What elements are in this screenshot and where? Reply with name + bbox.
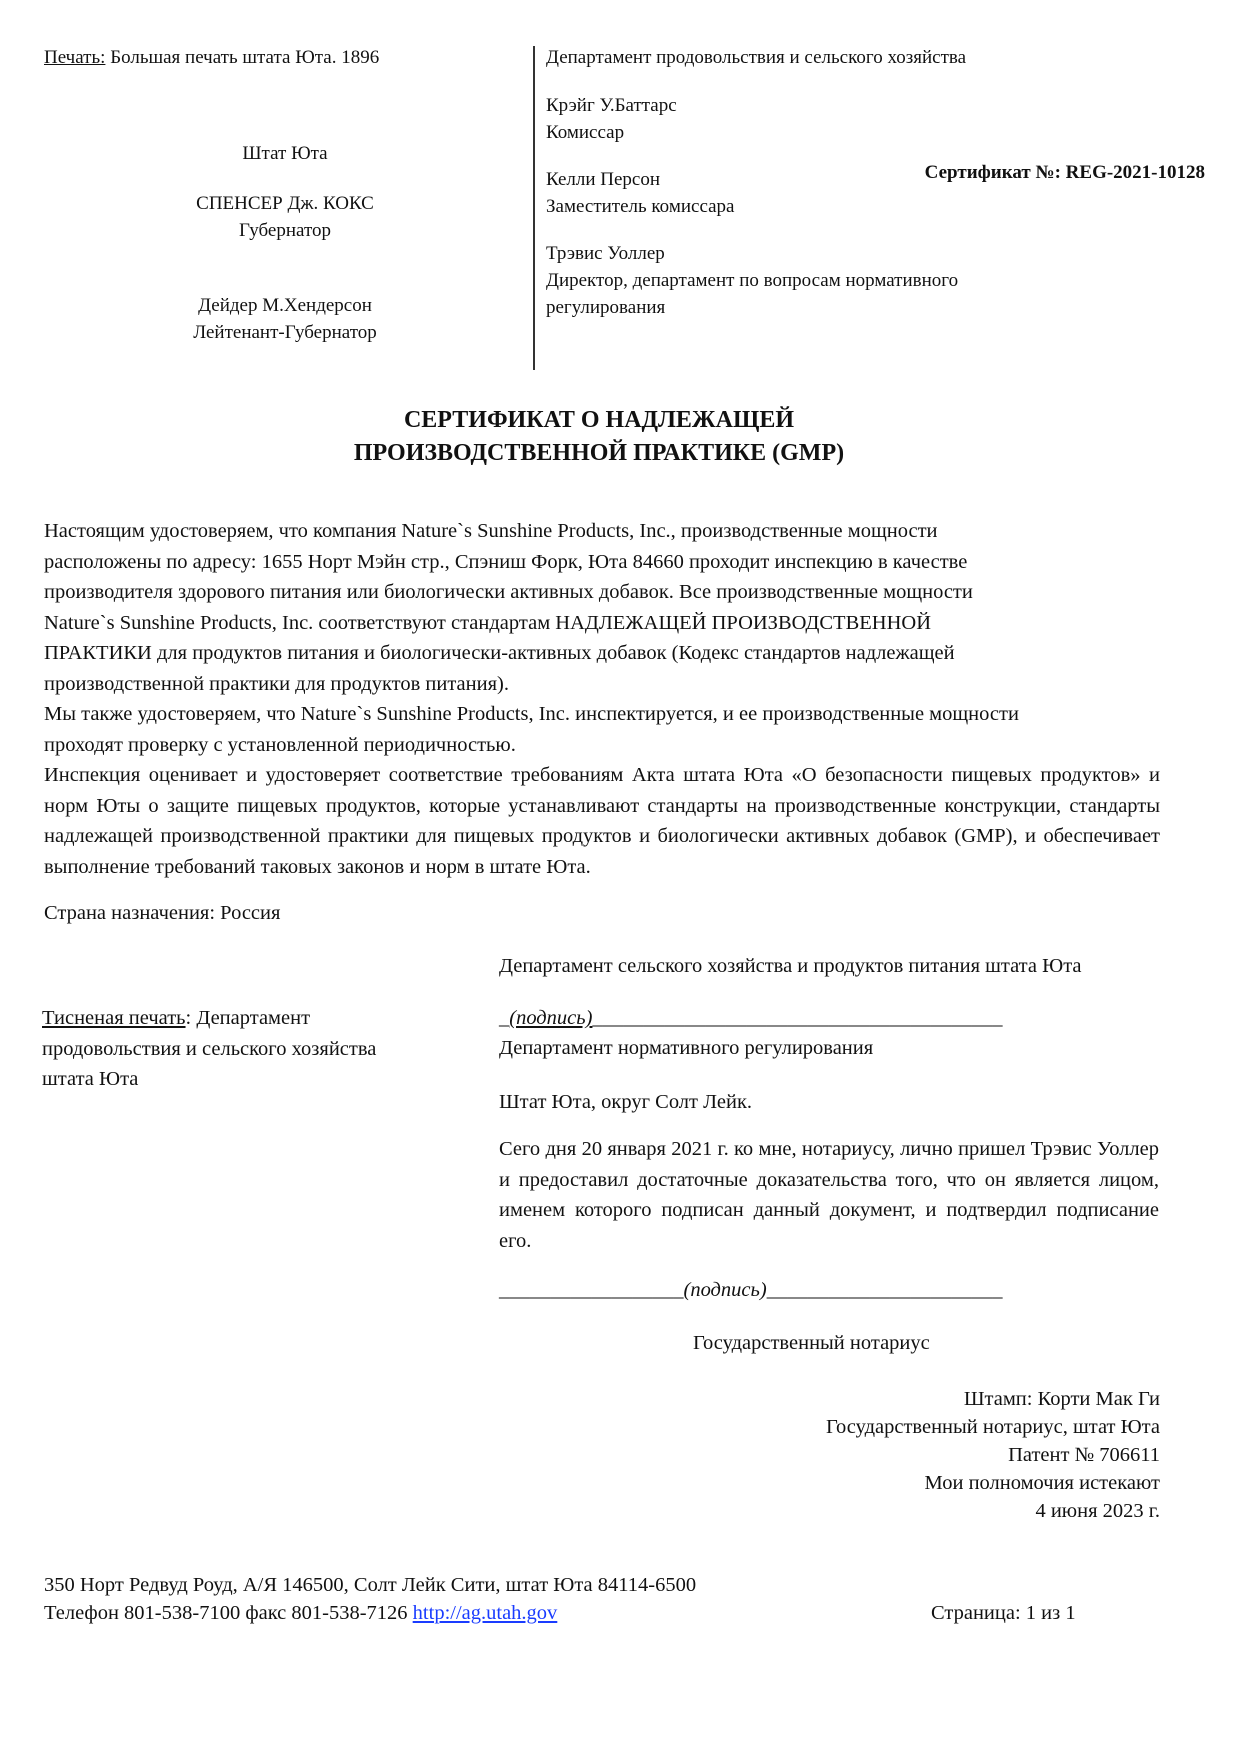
footer-phone: Телефон 801-538-7100 факс 801-538-7126 xyxy=(44,1602,413,1624)
embossed-seal-note xyxy=(42,1003,442,1095)
commissioner-name: Крэйг У.Баттарс xyxy=(546,95,677,116)
notary-signature-line xyxy=(499,1275,1119,1306)
deputy-block xyxy=(546,166,886,220)
seal-text: Большая печать штата Юта. 1896 xyxy=(105,47,380,68)
director-title-1: Директор, департамент по вопросам нормативного xyxy=(546,270,959,291)
signature-prefix: _ xyxy=(499,1007,510,1029)
page-number: Страница: 1 из 1 xyxy=(931,1602,1076,1624)
embossed-seal-line-3: штата Юта xyxy=(42,1068,139,1090)
footer-contacts xyxy=(44,1599,944,1627)
stamp-line-4: Мои полномочия истекают xyxy=(924,1472,1160,1494)
body-paragraph-1 xyxy=(44,516,1159,699)
p1-line: расположены по адресу: 1655 Норт Мэйн стр., Спэниш Форк, Юта 84660 проходит инспекцию в качестве xyxy=(44,550,968,573)
footer xyxy=(44,1571,944,1627)
sig-department: Департамент сельского хозяйства и продуктов питания штата Юта xyxy=(499,955,1082,977)
p2-line: Мы также удостоверяем, что Nature`s Sunshine Products, Inc. инспектируется, и ее производственные мощности xyxy=(44,703,1019,725)
director-name: Трэвис Уоллер xyxy=(546,243,665,264)
deputy-title: Заместитель комиссара xyxy=(546,196,735,217)
signature-underline: ________________________________________ xyxy=(592,1007,1003,1029)
stamp-line-1: Штамп: Корти Мак Ги xyxy=(963,1388,1160,1410)
state-label: Штат Юта xyxy=(242,143,328,164)
stamp-line-2: Государственный нотариус, штат Юта xyxy=(825,1416,1160,1438)
lt-governor-title: Лейтенант-Губернатор xyxy=(193,322,377,343)
lt-governor-name: Дейдер М.Хендерсон xyxy=(198,295,372,316)
header-divider xyxy=(533,46,535,370)
embossed-seal-text-1: : Департамент xyxy=(185,1007,311,1029)
p2-line: проходят проверку с установленной периодичностью. xyxy=(44,733,516,756)
notary-sig-left: __________________ xyxy=(499,1279,684,1301)
regulatory-department: Департамент нормативного регулирования xyxy=(499,1037,874,1059)
deputy-name: Келли Персон xyxy=(546,169,661,190)
notary-statement: Сего дня 20 января 2021 г. ко мне, нотариусу, лично пришел Трэвис Уоллер и предоставил достаточные доказательства того, что он является лицом, именем которого подписан данный документ, и подтвердил подписание его. xyxy=(499,1138,1159,1252)
notary-title: Государственный нотариус xyxy=(693,1332,930,1354)
signature-line xyxy=(499,1003,1099,1034)
certificate-number: Сертификат №: REG-2021-10128 xyxy=(924,162,1205,183)
signature-label: (подпись) xyxy=(509,1007,593,1029)
destination-country: Страна назначения: Россия xyxy=(44,902,281,924)
p1-line: производственной практики для продуктов питания). xyxy=(44,672,509,695)
director-block xyxy=(546,240,1146,321)
p1-line: ПРАКТИКИ для продуктов питания и биологически-активных добавок (Кодекс стандартов надлежащей xyxy=(44,642,955,664)
governor-name: СПЕНСЕР Дж. КОКС xyxy=(196,193,374,214)
governor-block xyxy=(100,190,470,244)
stamp-line-3: Патент № 706611 xyxy=(1008,1444,1160,1466)
title-line-1: СЕРТИФИКАТ О НАДЛЕЖАЩЕЙ xyxy=(403,407,795,433)
p1-line: Настоящим удостоверяем, что компания Nature`s Sunshine Products, Inc., производственные мощности xyxy=(44,520,938,542)
stamp-line-5: 4 июня 2023 г. xyxy=(1035,1500,1160,1522)
department-name: Департамент продовольствия и сельского хозяйства xyxy=(546,47,967,68)
embossed-seal-label: Тисненая печать xyxy=(42,1007,186,1029)
commissioner-block xyxy=(546,92,946,146)
governor-title: Губернатор xyxy=(238,220,332,241)
embossed-seal-line-2: продовольствия и сельского хозяйства xyxy=(42,1037,377,1060)
director-title-2: регулирования xyxy=(546,297,666,318)
county-line: Штат Юта, округ Солт Лейк. xyxy=(499,1091,753,1113)
p1-line: Nature`s Sunshine Products, Inc. соответствуют стандартам НАДЛЕЖАЩЕЙ ПРОИЗВОДСТВЕННОЙ xyxy=(44,611,931,634)
embossed-seal-line-1 xyxy=(42,1003,442,1034)
footer-link[interactable]: http://ag.utah.gov xyxy=(412,1602,558,1624)
notary-signature-label: (подпись) xyxy=(683,1279,767,1301)
seal-label: Печать: xyxy=(44,47,106,68)
notary-sig-right: _______________________ xyxy=(766,1279,1003,1301)
lt-governor-block xyxy=(100,292,470,346)
notary-stamp xyxy=(700,1385,1160,1525)
p1-line: производителя здорового питания или биологически активных добавок. Все производственные мощности xyxy=(44,581,973,603)
body-paragraph-2 xyxy=(44,699,1159,760)
seal-note xyxy=(44,44,524,71)
title-line-2: ПРОИЗВОДСТВЕННОЙ ПРАКТИКЕ (GMP) xyxy=(353,440,845,466)
commissioner-title: Комиссар xyxy=(546,122,625,143)
body-paragraph-3: Инспекция оценивает и удостоверяет соответствие требованиям Акта штата Юта «О безопасности пищевых продуктов» и норм Юты о защите пищевых продуктов, которые устанавливают стандарты на производственные конструкции, стандарты надлежащей производственной практики для пищевых продуктов и биологически активных добавок (GMP), и обеспечивает выполнение требований таковых законов и норм в штате Юта. xyxy=(44,764,1160,878)
footer-address: 350 Норт Редвуд Роуд, А/Я 146500, Солт Лейк Сити, штат Юта 84114-6500 xyxy=(44,1574,697,1596)
document-title xyxy=(0,404,1198,470)
